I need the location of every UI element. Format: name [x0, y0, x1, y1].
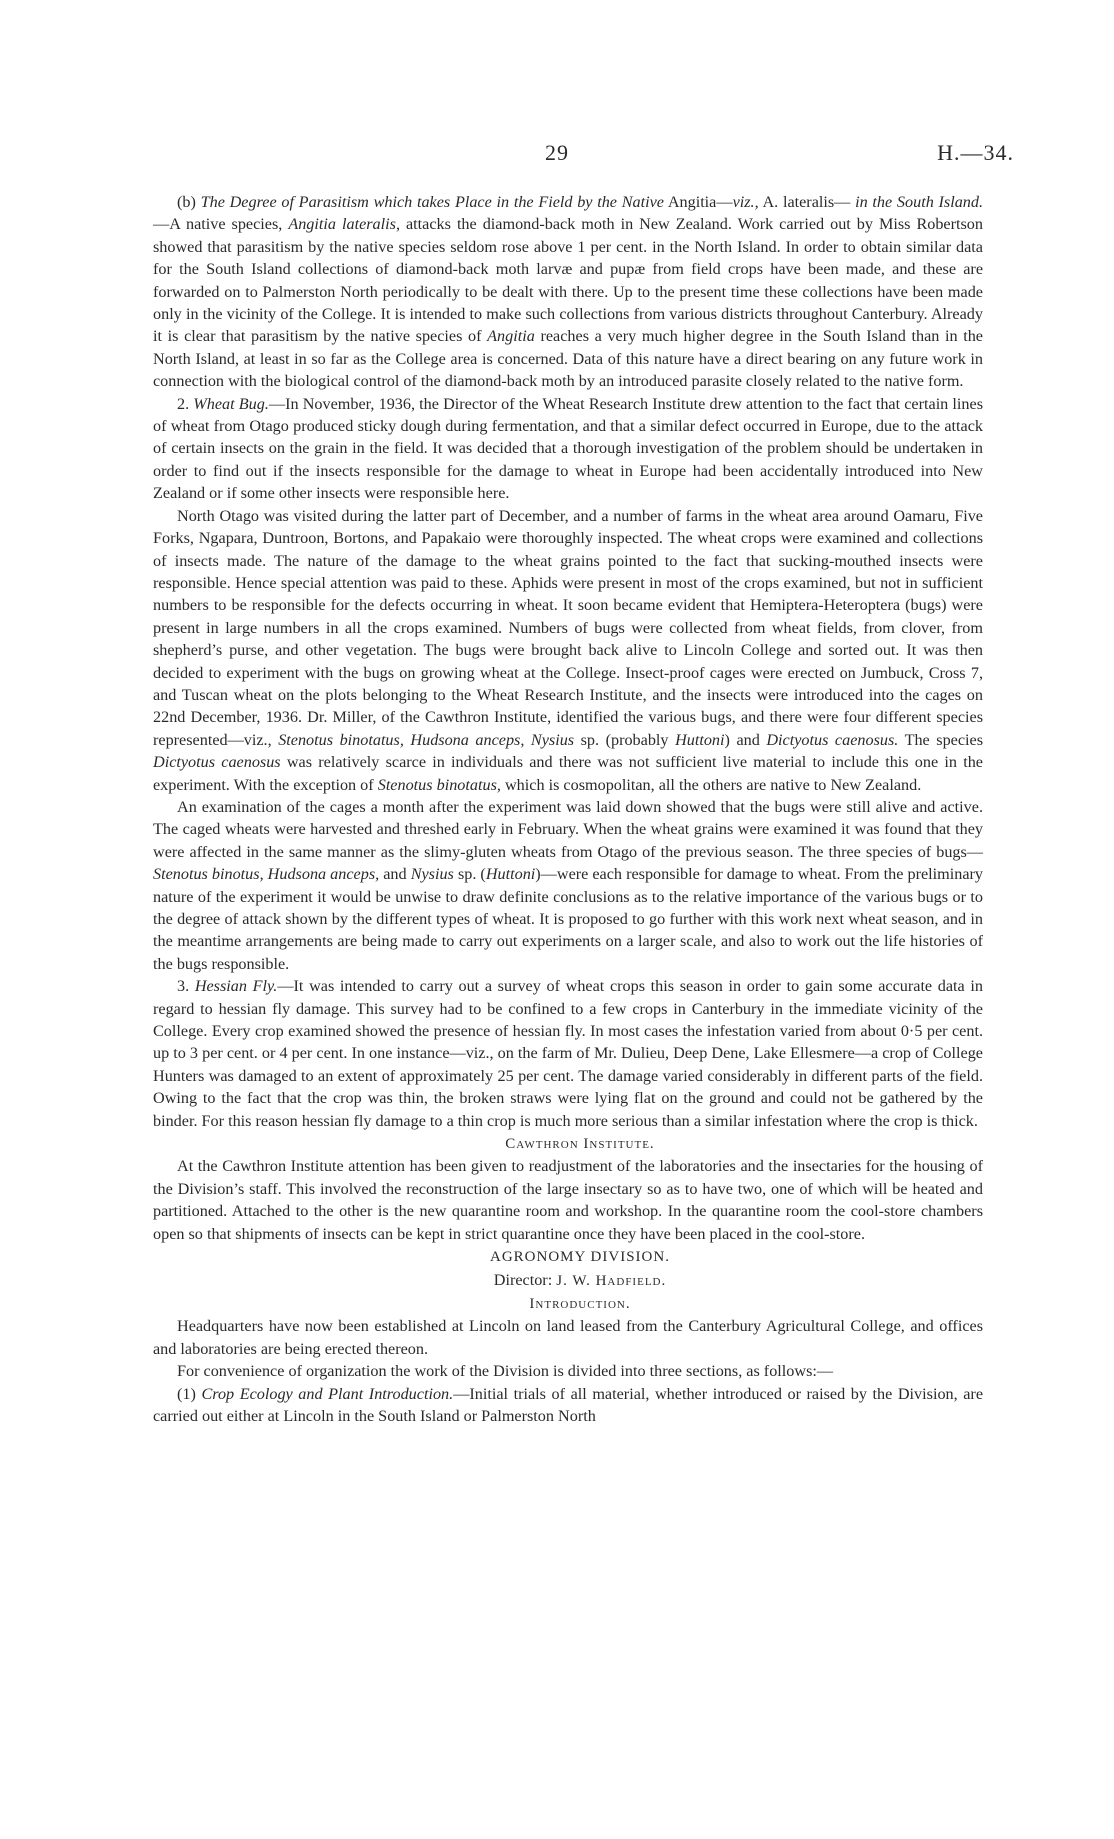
species-name: Dictyotus caenosus: [153, 753, 281, 772]
para-text: sp. (: [457, 865, 486, 884]
director-name: J. W. Hadfield.: [556, 1272, 667, 1289]
para-text: North Otago was visited during the latter part of December, and a number of farms in the wheat area around Oamaru, Five Forks, Ngapara, Duntroon, Bortons, and Papakaio were thoroughly inspected. The wheat crops were examined and collections of insects made. The nature of the damage to the wheat grains pointed to the fact that sucking-mouthed insects were responsible. Hence special attention was paid to these. Aphids were present in most of the crops examined, but not in sufficient numbers to be responsible for the defects occurring in wheat. It soon became evident that Hemiptera-Heteroptera (bugs) were present in large numbers in all the crops examined. Numbers of bugs were collected from wheat fields, from clover, from shepherd’s purse, and other vegetation. The bugs were brought back alive to Lincoln College and sorted out. It was then decided to experiment with the bugs on growing wheat at the College. Insect-proof cages were erected on Jumbuck, Cross 7, and Tuscan wheat on the plots belonging to the Wheat Research Institute, and the insects were introduced into the cages on 22nd December, 1936. Dr. Miller, of the Cawthron Institute, identified the various bugs, and there were four different species represented—viz.,: [153, 506, 983, 749]
director-line: [153, 1269, 983, 1292]
para-text: —In November, 1936, the Director of the Wheat Research Institute drew attention to the fact that certain lines of wheat from Otago produced sticky dough during fermentation, and that a similar defect occurred in Europe, due to the attack of certain insects on the grain in the field. It was decided that a thorough investigation of the problem should be undertaken in order to find out if the insects responsible for the damage to wheat in Europe had been accidentally introduced into New Zealand or if some other insects were responsible here.: [153, 394, 983, 503]
para-text: which is cosmopolitan, all the others are native to New Zealand.: [504, 775, 922, 794]
para-heading: Hessian Fly.: [194, 977, 278, 996]
paragraph-parasitism: [153, 191, 983, 393]
para-label: (b): [177, 193, 196, 211]
para-text: The species: [904, 730, 984, 749]
species-name: Huttoni: [675, 730, 725, 749]
para-text: ) and: [724, 730, 760, 749]
subheading-introduction: Introduction.: [529, 1295, 631, 1312]
para-text: reaches a very much higher degree in the South Island than in the North Island, at least in so far as the College area is concerned. Data of this nature have a direct bearing on any future work in connection with the biological control of the diamond-back moth by an introduced parasite closely related to the native form.: [153, 327, 983, 391]
paragraph-organization: For convenience of organization the work of the Division is divided into three sections, as follows:—: [177, 1362, 834, 1381]
para-heading-genus: Angitia—: [667, 193, 733, 211]
para-text: —Initial trials of all material, whether introduced or raised by the Division, are carried out either at Lincoln in the South Island or Palmerston North: [153, 1384, 984, 1425]
paragraph-hessian-fly: [153, 975, 983, 1132]
paragraph-north-otago: [153, 505, 983, 796]
body-text: [153, 191, 983, 1427]
para-heading: Wheat Bug.: [193, 394, 269, 413]
section-heading-cawthron: Cawthron Institute.: [505, 1136, 655, 1153]
page-number: 29: [545, 140, 569, 165]
paragraph-cawthron: At the Cawthron Institute attention has been given to readjustment of the laboratories and the insectaries for the housing of the Division’s staff. This involved the reconstruction of the large insectary so as to have two, one of which will be heated and partitioned. Attached to the other is the new quarantine room and workshop. In the quarantine room the cool-store chambers open so that shipments of insects can be kept in strict quarantine once they have been placed in the cool-store.: [153, 1157, 983, 1243]
paragraph-wheat-bug: [153, 393, 983, 505]
para-heading-viz: viz.,: [732, 193, 759, 211]
para-text: —It was intended to carry out a survey of wheat crops this season in order to gain some accurate data in regard to hessian fly damage. This survey had to be confined to a few crops in Canterbury in the immediate vicinity of the College. Every crop examined showed the presence of hessian fly. In most cases the infestation varied from about 0·5 per cent. up to 3 per cent. or 4 per cent. In one instance—viz., on the farm of Mr. Dulieu, Deep Dene, Lake Ellesmere—a crop of College Hunters was damaged to an extent of approximately 25 per cent. The damage varied considerably in different parts of the field. Owing to the fact that the crop was thin, the broken straws were lying flat on the ground and could not be gathered by the binder. For this reason hessian fly damage to a thin crop is much more serious than a similar infestation where the crop is thick.: [153, 977, 983, 1130]
para-text: An examination of the cages a month after the experiment was laid down showed that the bugs were still alive and active. The caged wheats were harvested and threshed early in February. When the wheat grains were examined it was found that they were affected in the same manner as the slimy-gluten wheats from Otago of the previous season. The three species of bugs—: [153, 797, 983, 861]
genus-name: Angitia: [487, 327, 535, 346]
para-text: , attacks the diamond-back moth in New Zealand. Work carried out by Miss Robertson showed that parasitism by the native species seldom rose above 1 per cent. in the North Island. In order to obtain similar data for the South Island collections of diamond-back moth larvæ and pupæ from field crops have been made, and these are forwarded on to Palmerston North periodically to be dealt with there. Up to the present time these collections have been made only in the vicinity of the College. It is intended to make such collections from various districts throughout Canterbury. Already it is clear that parasitism by the native species of: [153, 215, 983, 346]
para-number: 3.: [177, 977, 190, 996]
paragraph-headquarters: Headquarters have now been established at Lincoln on land leased from the Canterbury Agricultural College, and offices and laboratories are being erected thereon.: [153, 1317, 983, 1358]
para-heading-continued: in the South Island.: [855, 193, 984, 211]
paragraph-crop-ecology: [153, 1383, 983, 1428]
para-text: )—were each responsible for damage to wheat. From the preliminary nature of the experiment it would be unwise to draw definite conclusions as to the relative importance of the various bugs or to the degree of attack shown by the different types of wheat. It is proposed to go further with this work next wheat season, and in the meantime arrangements are being made to carry out experiments on a larger scale, and also to work out the life histories of the bugs responsible.: [153, 865, 984, 973]
para-heading-species: A. lateralis—: [762, 193, 851, 211]
para-text: —A native species,: [153, 215, 283, 234]
director-label: Director:: [493, 1270, 553, 1289]
species-name: Stenotus binotatus, Hudsona anceps, Nysius: [278, 730, 575, 749]
species-name: Stenotus binotatus,: [377, 775, 501, 794]
species-name: Huttoni: [485, 865, 536, 884]
species-name: Nysius: [410, 865, 454, 884]
paragraph-cage-examination: [153, 796, 983, 975]
para-heading: The Degree of Parasitism which takes Place in the Field by the Native: [200, 193, 664, 211]
para-number: 2.: [177, 394, 190, 413]
para-text: was relatively scarce in individuals and there was not sufficient live material to include this one in the experiment. With the exception of: [153, 753, 983, 794]
section-heading-agronomy: AGRONOMY DIVISION.: [490, 1249, 670, 1266]
para-heading: Crop Ecology and Plant Introduction.: [201, 1384, 454, 1403]
page-reference: H.—34.: [937, 140, 1014, 165]
species-name: Stenotus binotus, Hudsona anceps,: [153, 865, 380, 884]
para-text: and: [383, 865, 407, 884]
species-name: Dictyotus caenosus.: [766, 730, 899, 749]
para-text: sp. (probably: [580, 730, 669, 749]
species-name: Angitia lateralis: [288, 215, 396, 234]
para-number: (1): [177, 1384, 196, 1403]
